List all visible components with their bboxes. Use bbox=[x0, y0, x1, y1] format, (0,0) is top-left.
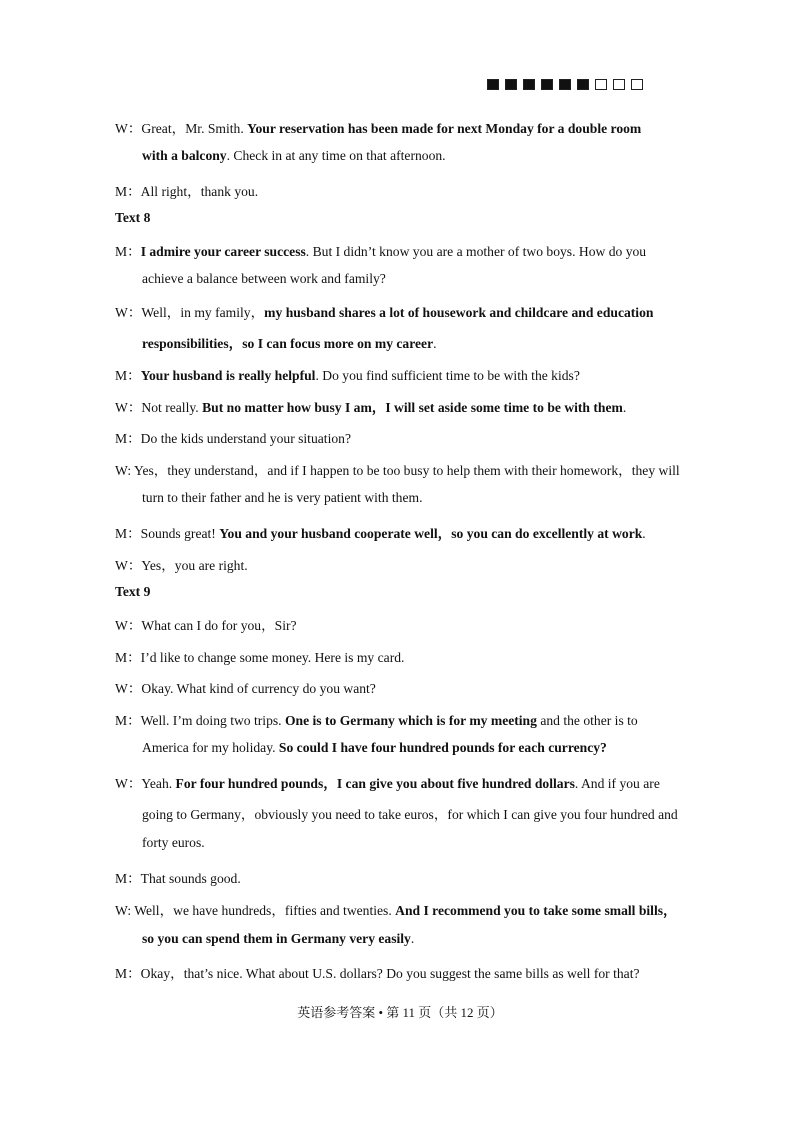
section-heading bbox=[115, 584, 150, 600]
key-sentence: So could I have four hundred pounds for each currency? bbox=[278, 740, 607, 755]
progress-box bbox=[631, 79, 643, 90]
progress-box bbox=[523, 79, 535, 90]
line-text: W：Great，Mr. Smith. bbox=[115, 121, 248, 136]
progress-box bbox=[577, 79, 589, 90]
line-text: M：Well. I’m doing two trips. bbox=[115, 713, 285, 728]
dialogue-line bbox=[142, 835, 205, 851]
dialogue-line bbox=[142, 490, 422, 506]
progress-box bbox=[487, 79, 499, 90]
page-footer: 英语参考答案 • 第 11 页（共 12 页） bbox=[297, 1005, 503, 1020]
line-text: achieve a balance between work and family? bbox=[142, 271, 386, 286]
dialogue-line bbox=[115, 364, 580, 384]
line-text: M：Sounds great! bbox=[115, 526, 220, 541]
line-text: W：Yes，you are right. bbox=[115, 558, 248, 573]
line-text: W：What can I do for you，Sir? bbox=[115, 618, 297, 633]
key-sentence: But no matter how busy I am，I will set aside some time to be with them bbox=[202, 400, 623, 415]
line-text: W：Okay. What kind of currency do you want? bbox=[115, 681, 376, 696]
line-text: M： bbox=[115, 244, 141, 259]
dialogue-line bbox=[115, 117, 641, 137]
key-sentence: my husband shares a lot of housework and childcare and education bbox=[264, 305, 654, 320]
line-text: M：That sounds good. bbox=[115, 871, 241, 886]
line-text: W：Not really. bbox=[115, 400, 203, 415]
dialogue-line bbox=[115, 614, 297, 634]
dialogue-line bbox=[142, 148, 446, 164]
dialogue-line bbox=[115, 240, 646, 260]
page-progress-indicator bbox=[487, 79, 649, 90]
line-text: . And if you are bbox=[574, 776, 660, 791]
progress-box bbox=[613, 79, 625, 90]
dialogue-line bbox=[115, 180, 258, 200]
line-text: forty euros. bbox=[142, 835, 205, 850]
line-text: W: Yes，they understand，and if I happen to be too busy to help them with their homework，they will bbox=[115, 463, 680, 478]
dialogue-line bbox=[115, 899, 677, 919]
line-text: W：Yeah. bbox=[115, 776, 176, 791]
line-text: . bbox=[642, 526, 646, 541]
line-text: M： bbox=[115, 368, 141, 383]
line-text: America for my holiday. bbox=[142, 740, 279, 755]
line-text: going to Germany，obviously you need to take euros，for which I can give you four hundred and bbox=[142, 807, 678, 822]
progress-box bbox=[595, 79, 607, 90]
progress-box bbox=[541, 79, 553, 90]
progress-box bbox=[505, 79, 517, 90]
line-text: turn to their father and he is very patient with them. bbox=[142, 490, 423, 505]
key-sentence: One is to Germany which is for my meeting bbox=[284, 713, 537, 728]
key-sentence: And I recommend you to take some small bills， bbox=[395, 903, 677, 918]
line-text: . Do you find sufficient time to be with the kids? bbox=[315, 368, 580, 383]
key-sentence: I admire your career success bbox=[140, 244, 306, 259]
line-text: M：Do the kids understand your situation? bbox=[115, 431, 351, 446]
dialogue-line bbox=[115, 646, 404, 666]
dialogue-line bbox=[115, 677, 376, 697]
dialogue-line bbox=[142, 271, 386, 287]
dialogue-line bbox=[115, 427, 351, 447]
key-sentence: Text 9 bbox=[115, 584, 151, 599]
dialogue-line bbox=[115, 962, 640, 982]
line-text: . bbox=[433, 336, 437, 351]
key-sentence: responsibilities，so I can focus more on my career bbox=[142, 336, 434, 351]
line-text: M：Okay，that’s nice. What about U.S. dollars? Do you suggest the same bills as well for that? bbox=[115, 966, 640, 981]
dialogue-line bbox=[115, 772, 660, 792]
line-text: M：I’d like to change some money. Here is my card. bbox=[115, 650, 405, 665]
line-text: . Check in at any time on that afternoon. bbox=[226, 148, 446, 163]
key-sentence: For four hundred pounds，I can give you about five hundred dollars bbox=[175, 776, 575, 791]
key-sentence: Your reservation has been made for next Monday for a double room bbox=[247, 121, 642, 136]
key-sentence: with a balcony bbox=[142, 148, 227, 163]
line-text: . bbox=[622, 400, 627, 415]
dialogue-line bbox=[115, 554, 248, 574]
dialogue-line bbox=[115, 709, 638, 729]
dialogue-line bbox=[142, 740, 607, 756]
dialogue-line bbox=[142, 332, 437, 352]
line-text: W：Well，in my family， bbox=[115, 305, 265, 320]
line-text: and the other is to bbox=[536, 713, 638, 728]
line-text: M：All right，thank you. bbox=[115, 184, 259, 199]
dialogue-line bbox=[115, 459, 680, 479]
line-text: . bbox=[410, 931, 415, 946]
dialogue-line bbox=[115, 522, 646, 542]
progress-box bbox=[559, 79, 571, 90]
line-text: . But I didn’t know you are a mother of two boys. How do you bbox=[305, 244, 647, 259]
key-sentence: You and your husband cooperate well，so you can do excellently at work bbox=[219, 526, 643, 541]
dialogue-line bbox=[115, 396, 626, 416]
section-heading bbox=[115, 210, 150, 226]
line-text: W: Well，we have hundreds，fifties and twenties. bbox=[115, 903, 396, 918]
key-sentence: Text 8 bbox=[115, 210, 151, 225]
dialogue-line bbox=[142, 931, 414, 947]
key-sentence: so you can spend them in Germany very easily bbox=[142, 931, 411, 946]
key-sentence: Your husband is really helpful bbox=[140, 368, 316, 383]
dialogue-line bbox=[115, 867, 241, 887]
dialogue-line bbox=[142, 803, 678, 823]
dialogue-line bbox=[115, 301, 653, 321]
